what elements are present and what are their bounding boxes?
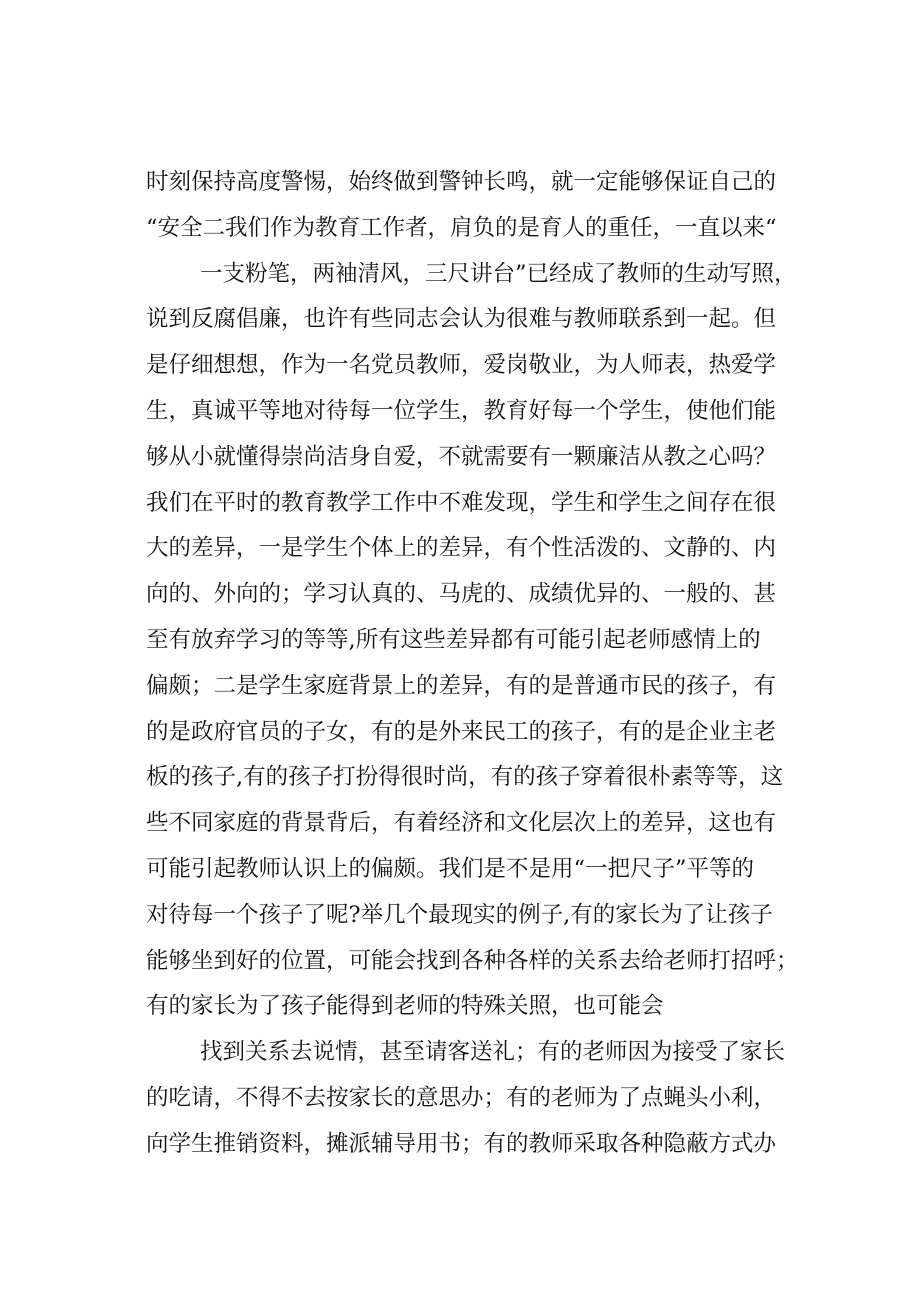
text-line: 些不同家庭的背景背后，有着经济和文化层次上的差异，这也有 bbox=[146, 810, 777, 837]
text-line: 生，真诚平等地对待每一位学生，教育好每一个学生，使他们能 bbox=[146, 397, 777, 424]
text-line: 向的、外向的；学习认真的、马虎的、成绩优异的、一般的、甚 bbox=[146, 581, 777, 608]
text-line: 是仔细想想，作为一名党员教师，爱岗敬业，为人师表，热爱学 bbox=[146, 352, 777, 379]
text-line: “安全二我们作为教育工作者，肩负的是育人的重任，一直以来“ bbox=[146, 214, 777, 241]
text-line: 可能引起教师认识上的偏颇。我们是不是用“一把尺子”平等的 bbox=[146, 855, 755, 882]
text-line: 向学生推销资料，摊派辅导用书；有的教师采取各种隐蔽方式办 bbox=[146, 1130, 777, 1157]
text-line: 的吃请，不得不去按家长的意思办；有的老师为了点蝇头小利， bbox=[146, 1084, 777, 1111]
text-line: 至有放弃学习的等等,所有这些差异都有可能引起老师感情上的 bbox=[146, 626, 761, 653]
text-line: 找到关系去说情，甚至请客送礼；有的老师因为接受了家长 bbox=[200, 1039, 786, 1066]
text-line: 有的家长为了孩子能得到老师的特殊关照，也可能会 bbox=[146, 993, 664, 1020]
text-line: 对待每一个孩子了呢?举几个最现实的例子,有的家长为了让孩子 bbox=[146, 901, 773, 928]
text-line: 偏颇；二是学生家庭背景上的差异，有的是普通市民的孩子，有 bbox=[146, 672, 777, 699]
text-line: 板的孩子,有的孩子打扮得很时尚，有的孩子穿着很朴素等等，这 bbox=[146, 764, 784, 791]
text-line: 说到反腐倡廉，也许有些同志会认为很难与教师联系到一起。但 bbox=[146, 306, 777, 333]
text-line: 大的差异，一是学生个体上的差异，有个性活泼的、文静的、内 bbox=[146, 535, 777, 562]
text-line: 时刻保持高度警惕，始终做到警钟长鸣，就一定能够保证自己的 bbox=[146, 169, 777, 195]
text-line: 我们在平时的教育教学工作中不难发现，学生和学生之间存在很 bbox=[146, 489, 777, 516]
text-line: 的是政府官员的子女，有的是外来民工的孩子，有的是企业主老 bbox=[146, 718, 777, 745]
text-line: 一支粉笔，两袖清风，三尺讲台”已经成了教师的生动写照， bbox=[200, 260, 797, 287]
body-text bbox=[146, 160, 799, 1168]
text-line: 能够坐到好的位置，可能会找到各种各样的关系去给老师打招呼； bbox=[146, 947, 799, 974]
text-line: 够从小就懂得崇尚洁身自爱，不就需要有一颗廉洁从教之心吗？ bbox=[146, 443, 777, 470]
